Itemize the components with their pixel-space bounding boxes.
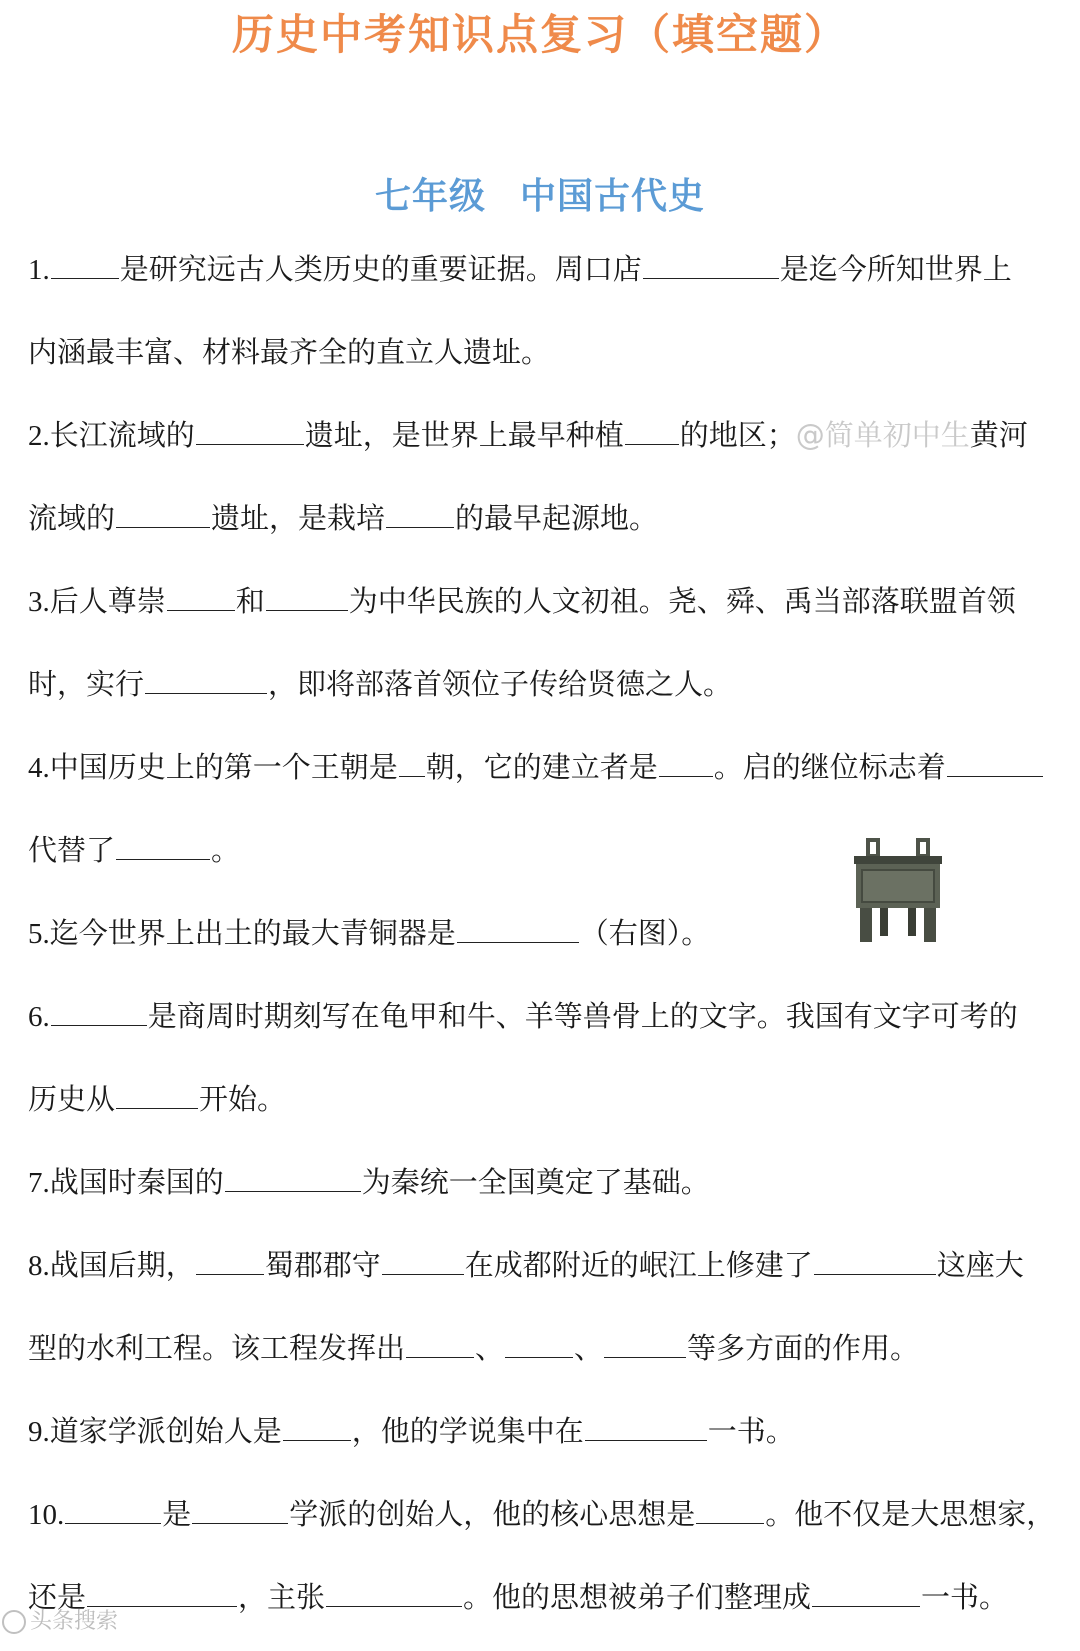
question-text: 内涵最丰富、材料最齐全的直立人遗址。 [28, 335, 551, 369]
question-1-line-1 [28, 240, 1028, 323]
question-text: 战国后期， [49, 1248, 195, 1282]
question-text: 。启的继位标志着 [713, 750, 946, 784]
question-number: 7. [28, 1167, 50, 1199]
answer-blank[interactable] [51, 1003, 147, 1026]
question-text: 道家学派创始人是 [49, 1414, 282, 1448]
question-text: 后人尊崇 [49, 584, 166, 618]
question-number: 8. [28, 1250, 50, 1282]
question-6-line-2 [28, 1070, 1028, 1153]
question-text: 是迄今所知世界上 [779, 252, 1012, 286]
question-number: 10. [28, 1499, 65, 1531]
answer-blank[interactable] [65, 1501, 161, 1524]
footer-watermark: 头条搜索 [2, 1604, 118, 1635]
question-number: 9. [28, 1416, 50, 1448]
answer-blank[interactable] [225, 1169, 361, 1192]
question-text: 型的水利工程。该工程发挥出 [28, 1331, 406, 1365]
answer-blank[interactable] [192, 1501, 288, 1524]
section-label: 中国古代史 [520, 176, 706, 217]
question-text: 流域的 [28, 501, 116, 535]
answer-blank[interactable] [382, 1252, 464, 1275]
answer-blank[interactable] [457, 920, 579, 943]
question-text: ，主张 [238, 1580, 326, 1614]
question-number: 1. [28, 254, 50, 286]
answer-blank[interactable] [326, 1584, 462, 1607]
question-text: 朝，它的建立者是 [425, 750, 658, 784]
question-text: 中国历史上的第一个王朝是 [49, 750, 398, 784]
answer-blank[interactable] [116, 1086, 198, 1109]
answer-blank[interactable] [625, 422, 679, 445]
question-text: 黄河 [969, 418, 1028, 452]
question-text: （右图）。 [579, 916, 711, 950]
answer-blank[interactable] [505, 1335, 573, 1358]
question-3-line-1 [28, 572, 1028, 655]
question-8-line-2 [28, 1319, 1028, 1402]
watermark-text: @简单初中生 [795, 418, 970, 452]
question-text: 蜀郡郡守 [264, 1248, 381, 1282]
answer-blank[interactable] [643, 256, 779, 279]
question-text: 、 [475, 1331, 505, 1365]
question-text: 战国时秦国的 [49, 1165, 224, 1199]
question-number: 5. [28, 918, 50, 950]
answer-blank[interactable] [585, 1418, 707, 1441]
question-text: 是 [162, 1497, 192, 1531]
answer-blank[interactable] [406, 1335, 474, 1358]
question-number: 3. [28, 586, 50, 618]
answer-blank[interactable] [196, 422, 304, 445]
question-text: 还是 [28, 1580, 87, 1614]
question-number: 4. [28, 752, 50, 784]
answer-blank[interactable] [283, 1418, 351, 1441]
answer-blank[interactable] [196, 1252, 264, 1275]
question-text: 和 [235, 584, 265, 618]
question-text: 在成都附近的岷江上修建了 [464, 1248, 813, 1282]
answer-blank[interactable] [812, 1584, 920, 1607]
section-heading [0, 168, 1080, 219]
question-6-line-1 [28, 987, 1028, 1070]
question-3-line-2 [28, 655, 1028, 738]
question-number: 6. [28, 1001, 50, 1033]
question-text: 长江流域的 [49, 418, 195, 452]
document-title: 历史中考知识点复习（填空题） [231, 10, 848, 59]
answer-blank[interactable] [659, 754, 713, 777]
answer-blank[interactable] [116, 837, 210, 860]
answer-blank[interactable] [116, 505, 210, 528]
bronze-ding-image [850, 836, 944, 946]
question-text: 的最早起源地。 [455, 501, 659, 535]
question-9-line-1 [28, 1402, 1028, 1485]
question-text: 这座大 [936, 1248, 1024, 1282]
question-8-line-1 [28, 1236, 1028, 1319]
answer-blank[interactable] [266, 588, 348, 611]
question-text: 是商周时期刻写在龟甲和牛、羊等兽骨上的文字。我国有文字可考的 [147, 999, 1018, 1033]
question-10-line-2 [28, 1568, 1028, 1651]
question-text: 一书。 [921, 1580, 1009, 1614]
answer-blank[interactable] [947, 754, 1043, 777]
question-text: 、 [574, 1331, 604, 1365]
question-text: ，他的学说集中在 [351, 1414, 584, 1448]
question-text: 遗址，是世界上最早种植 [304, 418, 624, 452]
answer-blank[interactable] [167, 588, 235, 611]
question-text: 遗址，是栽培 [211, 501, 386, 535]
question-4-line-1 [28, 738, 1028, 821]
grade-label: 七年级 [374, 176, 486, 217]
question-text: 时，实行 [28, 667, 145, 701]
question-10-line-1 [28, 1485, 1056, 1568]
question-text: 代替了 [28, 833, 116, 867]
question-text: 为中华民族的人文初祖。尧、舜、禹当部落联盟首领 [348, 584, 1016, 618]
answer-blank[interactable] [145, 671, 267, 694]
watermark-logo-icon [2, 1610, 26, 1634]
answer-blank[interactable] [51, 256, 119, 279]
question-2-line-1 [28, 406, 1028, 489]
answer-blank[interactable] [604, 1335, 686, 1358]
question-text: 学派的创始人，他的核心思想是 [289, 1497, 696, 1531]
question-text: ，即将部落首领位子传给贤德之人。 [268, 667, 733, 701]
question-text: 是研究远古人类历史的重要证据。周口店 [119, 252, 642, 286]
question-text: 等多方面的作用。 [687, 1331, 920, 1365]
question-text: 。他不仅是大思想家， [765, 1497, 1056, 1531]
question-2-line-2 [28, 489, 1028, 572]
answer-blank[interactable] [386, 505, 454, 528]
question-text: 一书。 [707, 1414, 795, 1448]
question-text: 迄今世界上出土的最大青铜器是 [49, 916, 456, 950]
question-text: 的地区； [679, 418, 796, 452]
answer-blank[interactable] [696, 1501, 764, 1524]
question-text: 历史从 [28, 1082, 116, 1116]
question-text: 。他的思想被弟子们整理成 [463, 1580, 812, 1614]
question-text: 为秦统一全国奠定了基础。 [361, 1165, 710, 1199]
question-number: 2. [28, 420, 50, 452]
question-text: 。 [211, 833, 241, 867]
question-text: 开始。 [199, 1082, 287, 1116]
answer-blank[interactable] [399, 754, 425, 777]
answer-blank[interactable] [814, 1252, 936, 1275]
question-1-line-2 [28, 323, 1028, 406]
question-7-line-1 [28, 1153, 1028, 1236]
